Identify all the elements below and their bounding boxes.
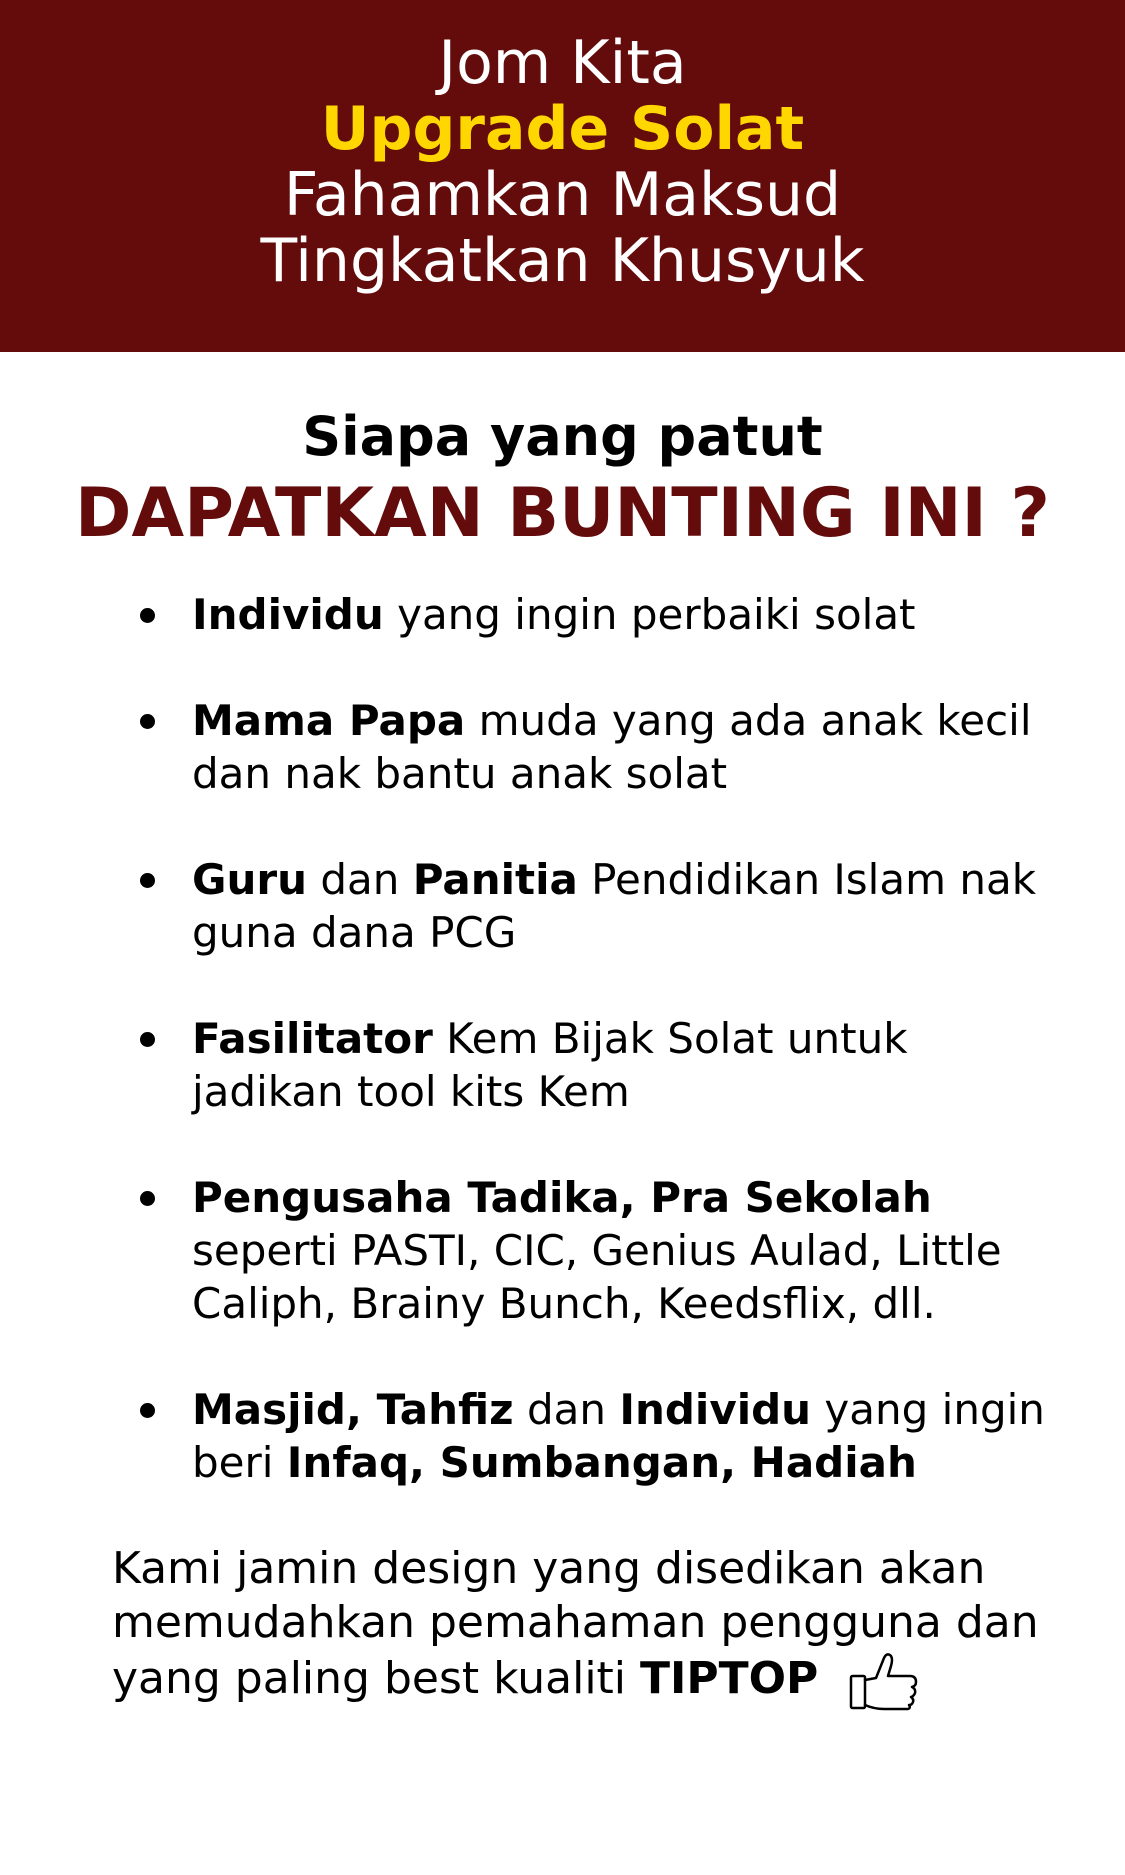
banner-line-4: Tingkatkan Khusyuk <box>260 226 865 296</box>
closing-statement <box>112 1542 1072 1712</box>
bullet-icon <box>140 1032 155 1047</box>
list-item <box>0 853 1125 959</box>
banner-line-3: Fahamkan Maksud <box>283 160 842 230</box>
item-bold: Infaq, Sumbangan, Hadiah <box>286 1438 917 1487</box>
list-item <box>0 694 1125 800</box>
headline-sub: Siapa yang patut <box>302 405 823 468</box>
list-item <box>0 588 1125 641</box>
item-bold: Individu <box>619 1385 812 1434</box>
bullet-icon <box>140 714 155 729</box>
item-text: yang ingin perbaiki solat <box>383 590 916 639</box>
header-banner <box>0 0 1125 352</box>
item-text: Pendidikan Islam nak guna dana PCG <box>192 855 1037 957</box>
bullet-icon <box>140 608 155 623</box>
item-bold: Mama Papa <box>192 696 466 745</box>
closing-text: Kami jamin design yang disedikan akan memudahkan pemahaman pengguna dan yang paling best kualiti <box>112 1543 1039 1704</box>
list-item <box>0 1383 1125 1489</box>
item-bold: Guru <box>192 855 307 904</box>
bullet-icon <box>140 1191 155 1206</box>
item-bold: Fasilitator <box>192 1014 433 1063</box>
headline <box>0 404 1125 554</box>
item-bold: Pengusaha Tadika, Pra Sekolah <box>192 1173 932 1222</box>
item-bold: Panitia <box>412 855 578 904</box>
bullet-icon <box>140 873 155 888</box>
main-content <box>0 404 1125 1712</box>
item-text: dan <box>307 855 413 904</box>
banner-highlight: Upgrade Solat <box>320 94 805 164</box>
item-text: Kem Bijak Solat untuk jadikan tool kits Kem <box>192 1014 908 1116</box>
audience-list <box>0 588 1125 1489</box>
headline-main: DAPATKAN BUNTING INI ? <box>75 474 1050 553</box>
item-bold: Individu <box>192 590 384 639</box>
item-text: dan <box>513 1385 620 1434</box>
thumbs-up-icon <box>848 1650 920 1712</box>
list-item <box>0 1171 1125 1330</box>
list-item <box>0 1012 1125 1118</box>
item-text: yang ingin beri <box>192 1385 1045 1487</box>
item-text: seperti PASTI, CIC, Genius Aulad, Little Caliph, Brainy Bunch, Keedsflix, dll. <box>192 1226 1002 1328</box>
item-text: muda yang ada anak kecil dan nak bantu anak solat <box>192 696 1032 798</box>
bullet-icon <box>140 1403 155 1418</box>
item-bold: Masjid, Tahfiz <box>192 1385 514 1434</box>
banner-line-1: Jom Kita <box>438 28 687 98</box>
closing-bold: TIPTOP <box>640 1653 819 1704</box>
